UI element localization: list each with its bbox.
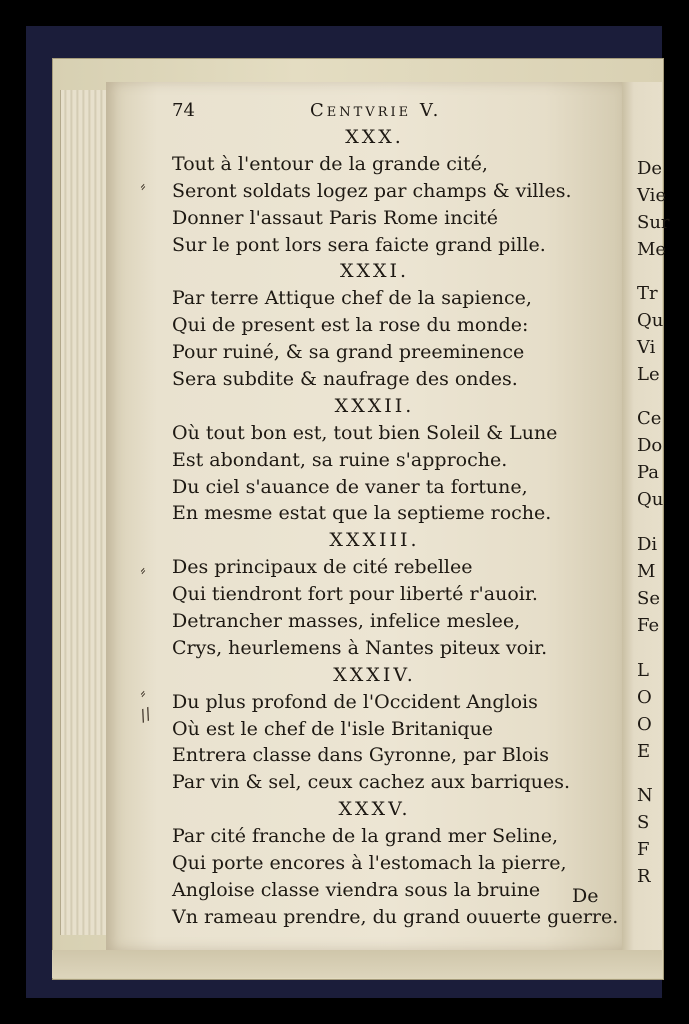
facing-page-fragment: Se — [637, 588, 660, 609]
facing-page-fragment: S — [637, 812, 650, 833]
margin-mark: ⸗ — [136, 175, 149, 196]
page-number: 74 — [172, 100, 195, 121]
margin-mark: // — [137, 703, 154, 726]
quatrain-numeral: XXXIII. — [329, 529, 420, 552]
facing-page-fragment: Qu — [637, 310, 664, 331]
verse-line: Par terre Attique chef de la sapience, — [172, 287, 532, 310]
facing-page-fragment: Me — [637, 239, 667, 260]
verse-line: Des principaux de cité rebellee — [172, 556, 473, 579]
verse-line: Donner l'assaut Paris Rome incité — [172, 206, 499, 229]
verse-line: Angloise classe viendra sous la bruine — [172, 878, 541, 901]
verse-line: Crys, heurlemens à Nantes piteux voir. — [172, 636, 548, 659]
verse-line: Du plus profond de l'Occident Anglois — [172, 690, 538, 713]
verse-line: En mesme estat que la septieme roche. — [172, 502, 552, 525]
facing-page-fragment: Di — [637, 534, 658, 555]
facing-page-fragment: Sur — [637, 212, 670, 233]
quatrain-numeral: XXXII. — [334, 394, 415, 417]
facing-page-fragment: O — [637, 714, 652, 735]
verse-line: Tout à l'entour de la grande cité, — [172, 152, 488, 175]
facing-page-fragment: Fe — [637, 615, 660, 636]
catchword: De — [572, 885, 599, 907]
facing-page-fragment: M — [637, 561, 656, 582]
verse-line: Par vin & sel, ceux cachez aux barriques. — [172, 771, 571, 794]
facing-page-fragment: N — [637, 785, 653, 806]
quatrain-numeral: XXX. — [345, 126, 404, 148]
verse-line: Par cité franche de la grand mer Seline, — [172, 825, 559, 848]
verse-line: Entrera classe dans Gyronne, par Blois — [172, 744, 550, 767]
verse-line: Qui de present est la rose du monde: — [172, 314, 529, 337]
facing-page-fragment: L — [637, 660, 649, 681]
facing-page-fragment: Vi — [637, 337, 656, 358]
quatrain-numeral: XXXIV. — [333, 663, 416, 686]
facing-page-fragment: F — [637, 839, 650, 860]
quatrain-numeral: XXXV. — [338, 798, 411, 821]
verse-line: Où tout bon est, tout bien Soleil & Lune — [172, 421, 558, 444]
verse-line: Du ciel s'auance de vaner ta fortune, — [172, 475, 528, 498]
verse-line: Detrancher masses, infelice meslee, — [172, 610, 521, 633]
facing-page-fragment: Ce — [637, 408, 662, 429]
facing-page-fragment: Pa — [637, 462, 660, 483]
facing-page-fragment: Tr — [637, 283, 658, 304]
margin-mark: ⸗ — [136, 682, 149, 703]
verse-line: Pour ruiné, & sa grand preeminence — [172, 341, 525, 364]
verse-line: Sera subdite & naufrage des ondes. — [172, 368, 518, 391]
verse-line: Où est le chef de l'isle Britanique — [172, 717, 494, 740]
verse-line: Vn rameau prendre, du grand ouuerte guerre. — [172, 905, 619, 928]
verse-line: Sur le pont lors sera faicte grand pille. — [172, 233, 546, 256]
verse-line: Est abondant, sa ruine s'approche. — [172, 448, 508, 471]
quatrain-numeral: XXXI. — [339, 260, 410, 283]
facing-page-fragment: O — [637, 687, 652, 708]
facing-page-fragment: R — [637, 866, 651, 887]
facing-page-fragment: E — [637, 741, 651, 762]
running-title: Centvrie V. — [310, 100, 442, 121]
facing-page-fragment: Vie — [637, 185, 667, 206]
facing-page-fragment: Do — [637, 435, 663, 456]
facing-page-fragment: Le — [637, 364, 660, 385]
facing-page-fragment: Qu — [637, 489, 664, 510]
verse-line: Qui tiendront fort pour liberté r'auoir. — [172, 583, 538, 606]
margin-mark: ⸗ — [136, 559, 149, 580]
verse-line: Seront soldats logez par champs & villes. — [172, 179, 572, 202]
verse-line: Qui porte encores à l'estomach la pierre, — [172, 852, 567, 875]
facing-page-fragment: De — [637, 158, 663, 179]
